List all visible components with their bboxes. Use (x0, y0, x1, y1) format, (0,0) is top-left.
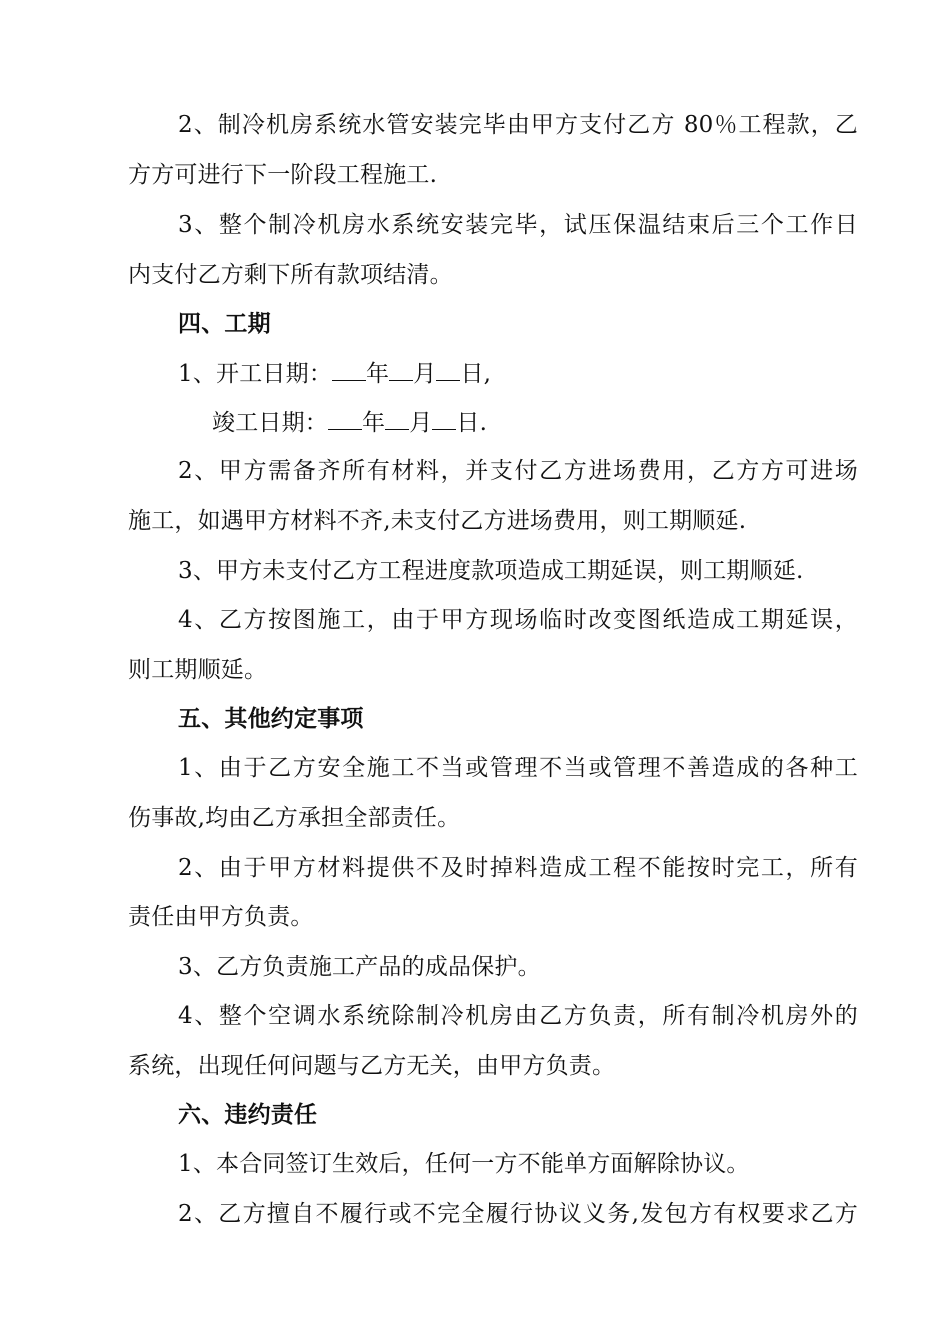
schedule-clause-2-line-1: 2、甲方需备齐所有材料，并支付乙方进场费用，乙方方可进场 (178, 458, 858, 484)
payment-clause-3-line-2: 内支付乙方剩下所有款项结清。 (128, 262, 453, 288)
other-clause-1-line-2: 伤事故,均由乙方承担全部责任。 (128, 805, 461, 831)
start-day-label: 日, (460, 361, 492, 387)
start-date-line (178, 358, 491, 389)
section-heading-liability: 六、违约责任 (178, 1101, 318, 1128)
completion-month-label: 月 (409, 410, 433, 436)
section-heading-schedule: 四、工期 (178, 310, 271, 337)
other-clause-4-line-2: 系统，出现任何问题与乙方无关，由甲方负责。 (128, 1053, 616, 1079)
schedule-clause-3: 3、甲方未支付乙方工程进度款项造成工期延误，则工期顺延. (178, 558, 804, 584)
start-date-label: 1、开工日期： (178, 361, 333, 387)
start-day-blank (436, 358, 460, 381)
payment-clause-2-line-1: 2、制冷机房系统水管安装完毕由甲方支付乙方 80％工程款，乙 (178, 112, 858, 138)
completion-day-blank (432, 407, 456, 430)
completion-date-label: 竣工日期： (212, 410, 328, 436)
other-clause-1-line-1: 1、由于乙方安全施工不当或管理不当或管理不善造成的各种工 (178, 755, 858, 781)
payment-clause-3-line-1: 3、整个制冷机房水系统安装完毕，试压保温结束后三个工作日 (178, 212, 858, 238)
start-year-blank (332, 358, 366, 381)
completion-year-label: 年 (362, 410, 386, 436)
other-clause-4-line-1: 4、整个空调水系统除制冷机房由乙方负责，所有制冷机房外的 (178, 1003, 858, 1029)
section-heading-other-terms: 五、其他约定事项 (178, 705, 364, 732)
start-month-blank (389, 358, 413, 381)
start-month-label: 月 (413, 361, 437, 387)
schedule-clause-2-line-2: 施工，如遇甲方材料不齐,未支付乙方进场费用，则工期顺延. (128, 508, 747, 534)
schedule-clause-4-line-1: 4、乙方按图施工，由于甲方现场临时改变图纸造成工期延误， (178, 607, 858, 633)
liability-clause-2-line-1: 2、乙方擅自不履行或不完全履行协议义务,发包方有权要求乙方 (178, 1201, 858, 1227)
completion-date-line (212, 407, 487, 438)
payment-clause-2-line-2: 方方可进行下一阶段工程施工. (128, 162, 438, 188)
liability-clause-1: 1、本合同签订生效后，任何一方不能单方面解除协议。 (178, 1151, 750, 1177)
schedule-clause-4-line-2: 则工期顺延。 (128, 657, 268, 683)
start-year-label: 年 (366, 361, 390, 387)
completion-year-blank (328, 407, 362, 430)
other-clause-3: 3、乙方负责施工产品的成品保护。 (178, 954, 541, 980)
completion-day-label: 日. (456, 410, 488, 436)
other-clause-2-line-1: 2、由于甲方材料提供不及时掉料造成工程不能按时完工，所有 (178, 855, 858, 881)
other-clause-2-line-2: 责任由甲方负责。 (128, 904, 314, 930)
completion-month-blank (385, 407, 409, 430)
